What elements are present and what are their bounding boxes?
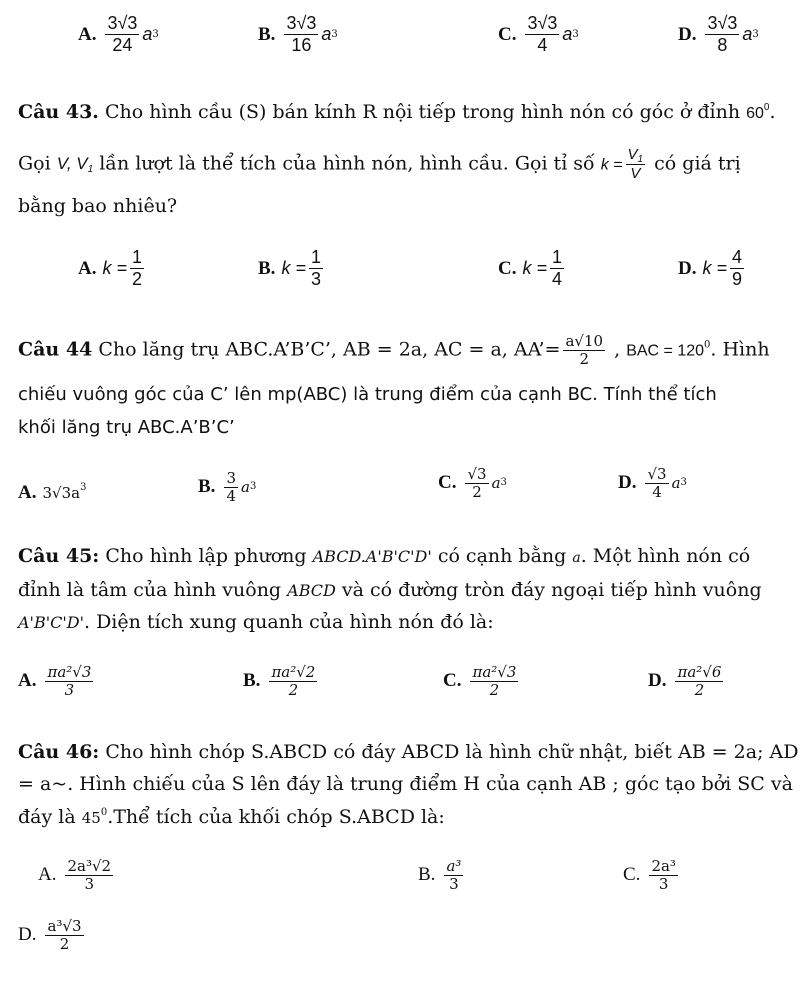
question-title: Câu 44 [18,338,93,361]
q45-line-3: A'B'C'D'. Diện tích xung quanh của hình nón đó là: [18,611,494,633]
question-title: Câu 43. [18,101,99,123]
option-label: A. [78,23,97,45]
q43-option-c[interactable]: C. k = $\frac{1}{4}$ [498,247,563,289]
q44-line-1: Câu 44 Cho lăng trụ ABC.A’B’C’, AB = 2a, AC = a, AA’= $\frac{a√10}{2}$ , BAC = $120^0$. Hình [18,332,770,368]
q45-option-a[interactable]: A. $\frac{\text{πa²√3}}{3}$ [18,663,92,699]
q45-option-d[interactable]: D. $\frac{\text{πa²√6}}{2}$ [648,663,722,699]
q46-line-2: = a~. Hình chiếu của S lên đáy là trung điểm H của cạnh AB ; góc tạo bởi SC và [18,773,793,795]
fraction: $\frac{3√3}{16}$ [286,13,317,55]
option-label: B. [258,23,276,45]
ratio-fraction: $\frac{V_1}{V}$ [627,146,644,182]
question-title: Câu 46: [18,741,100,763]
fraction: $\frac{3√3}{24}$ [107,13,138,55]
fraction: $\frac{3√3}{4}$ [527,13,558,55]
q46-line-1: Câu 46: Cho hình chóp S.ABCD có đáy ABCD là hình chữ nhật, biết AB = 2a; AD [18,741,799,763]
q45-line-1: Câu 45: Cho hình lập phương ABCD.A'B'C'D' có cạnh bằng a. Một hình nón có [18,545,751,567]
q42-option-d[interactable]: D. $\frac{3√3}{8}$ a 3 [678,13,759,55]
q44-option-d[interactable]: D. $\frac{√3}{4}$ a 3 [618,465,687,501]
q46-option-c[interactable]: C. $\frac{\text{2a³}}{3}$ [623,857,676,893]
q46-option-b[interactable]: B. $\frac{\text{a³}}{3}$ [418,857,462,893]
q42-option-a[interactable]: A. $\frac{3√3}{24}$ a 3 [78,13,159,55]
q42-option-b[interactable]: B. $\frac{3√3}{16}$ a 3 [258,13,338,55]
q44-option-c[interactable]: C. $\frac{√3}{2}$ a 3 [438,465,507,501]
q44-option-a[interactable]: A. $3√3a^3$ [18,482,87,503]
q43-line-3: bằng bao nhiêu? [18,195,178,217]
q44-line-2: chiếu vuông góc của C’ lên mp(ABC) là trung điểm của cạnh BC. Tính thể tích [18,384,717,405]
q43-option-d[interactable]: D. k = $\frac{4}{9}$ [678,247,743,289]
q46-option-a[interactable]: A. $\frac{\text{2a³√2}}{3}$ [38,857,112,893]
q45-option-c[interactable]: C. $\frac{\text{πa²√3}}{2}$ [443,663,517,699]
question-title: Câu 45: [18,545,100,567]
q43-option-a[interactable]: A. k = $\frac{1}{2}$ [78,247,143,289]
q46-option-d[interactable]: D. $\frac{\text{a³√3}}{2}$ [18,917,82,953]
q42-option-c[interactable]: C. $\frac{3√3}{4}$ a 3 [498,13,579,55]
fraction: $\frac{3√3}{8}$ [707,13,738,55]
q43-line-2: Gọi V, $V_1$ lần lượt là thể tích của hình nón, hình cầu. Gọi tỉ số k = $\frac{V_1}{V}$ có giá trị [18,146,741,182]
q44-line-3: khối lăng trụ ABC.A’B’C’ [18,417,235,438]
q43-option-b[interactable]: B. k = $\frac{1}{3}$ [258,247,321,289]
option-label: D. [678,23,697,45]
option-label: C. [498,23,517,45]
q43-line-1: Câu 43. Cho hình cầu (S) bán kính R nội tiếp trong hình nón có góc ở đỉnh $60^0$. [18,101,776,123]
q45-option-b[interactable]: B. $\frac{\text{πa²√2}}{2}$ [243,663,316,699]
q44-option-b[interactable]: B. $\frac{3}{4}$ a 3 [198,469,257,505]
q45-line-2: đỉnh là tâm của hình vuông ABCD và có đường tròn đáy ngoại tiếp hình vuông [18,579,762,601]
q46-line-3: đáy là $45^0.Thể$ tích của khối chóp S.ABCD là: [18,806,445,828]
